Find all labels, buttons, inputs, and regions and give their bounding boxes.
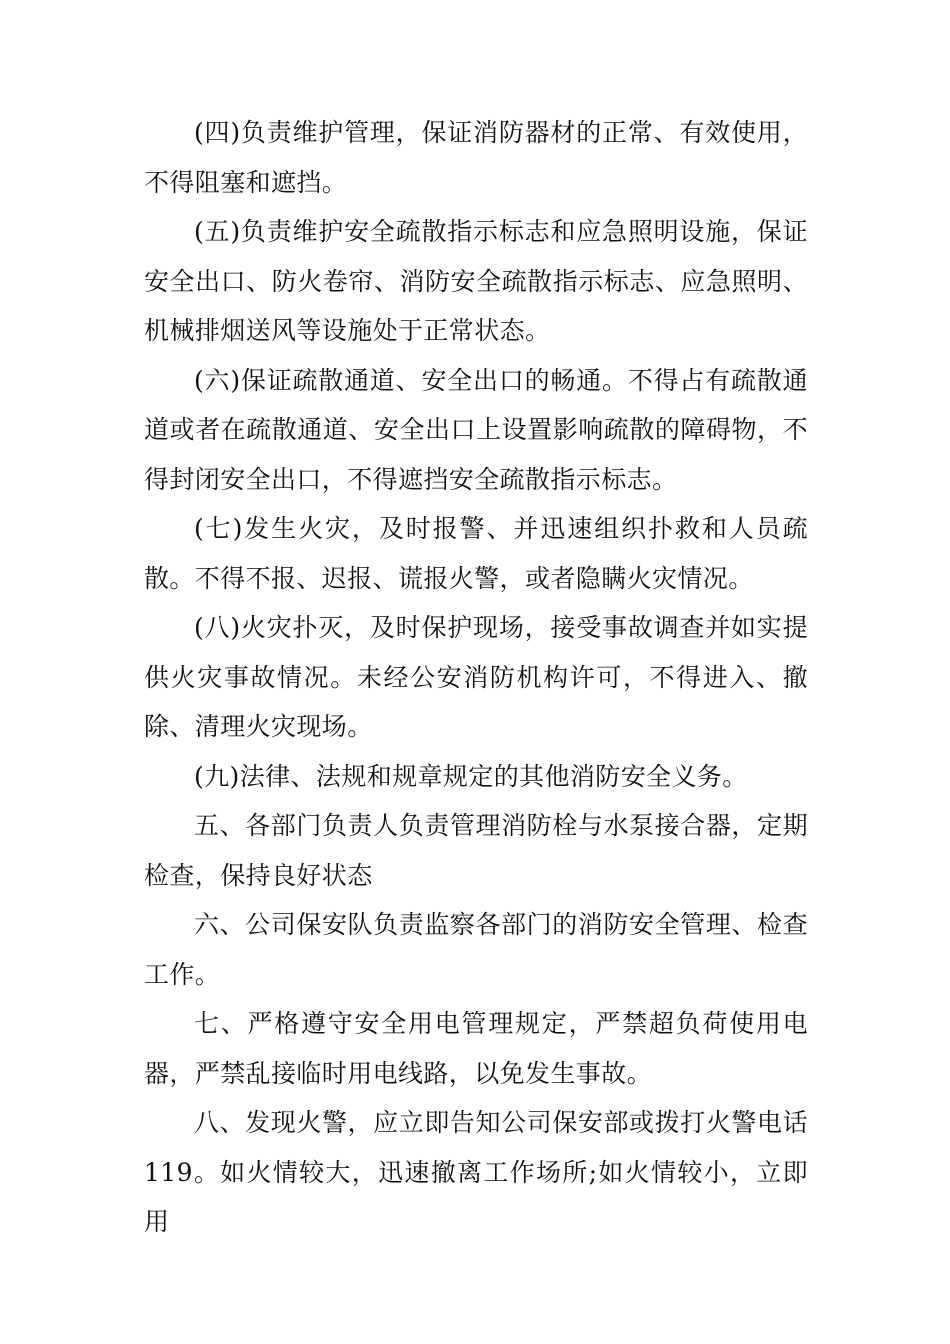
paragraph-section-7: 七、严格遵守安全用电管理规定，严禁超负荷使用电器，严禁乱接临时用电线路，以免发生事故。 xyxy=(144,1009,808,1088)
paragraph-item-5: (五)负责维护安全疏散指示标志和应急照明设施，保证安全出口、防火卷帘、消防安全疏散指示标志、应急照明、机械排烟送风等设施处于正常状态。 xyxy=(144,217,808,345)
paragraph-item-9: (九)法律、法规和规章规定的其他消防安全义务。 xyxy=(194,761,748,791)
paragraph-section-5: 五、各部门负责人负责管理消防栓与水泵接合器，定期检查，保持良好状态 xyxy=(144,811,808,890)
paragraph-section-8: 八、发现火警，应立即告知公司保安部或拨打火警电话119。如火情较大，迅速撤离工作场所;如火情较小，立即用 xyxy=(144,1108,808,1236)
paragraph-item-4: (四)负责维护管理，保证消防器材的正常、有效使用，不得阻塞和遮挡。 xyxy=(144,118,808,197)
paragraph-item-7: (七)发生火灾，及时报警、并迅速组织扑救和人员疏散。不得不报、迟报、谎报火警，或者隐瞒火灾情况。 xyxy=(144,514,808,593)
paragraph-section-6: 六、公司保安队负责监察各部门的消防安全管理、检查工作。 xyxy=(144,910,808,989)
paragraph-item-8: (八)火灾扑灭，及时保护现场，接受事故调查并如实提供火灾事故情况。未经公安消防机构许可，不得进入、撤除、清理火灾现场。 xyxy=(144,613,808,741)
document-body xyxy=(144,108,808,1247)
paragraph-item-6: (六)保证疏散通道、安全出口的畅通。不得占有疏散通道或者在疏散通道、安全出口上设置影响疏散的障碍物，不得封闭安全出口，不得遮挡安全疏散指示标志。 xyxy=(144,365,808,494)
